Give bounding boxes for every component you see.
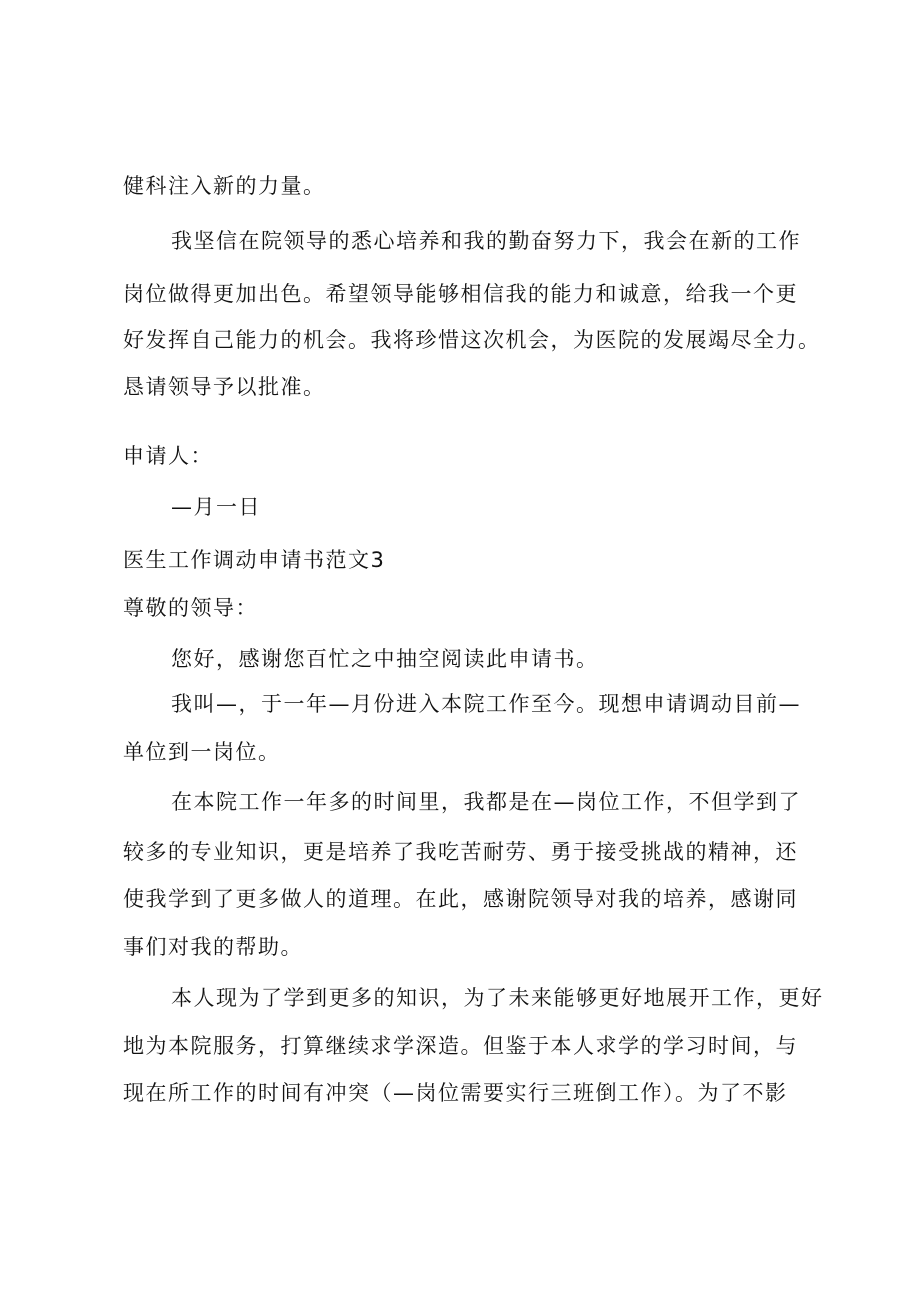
text-line: 我坚信在院领导的悉心培养和我的勤奋努力下，我会在新的工作 bbox=[171, 229, 801, 253]
text-line: 事们对我的帮助。 bbox=[123, 935, 303, 959]
text-line: 现在所工作的时间有冲突（—岗位需要实行三班倒工作）。为了不影 bbox=[123, 1081, 788, 1105]
text-line: 恳请领导予以批准。 bbox=[123, 375, 326, 399]
salutation: 尊敬的领导： bbox=[123, 596, 258, 620]
text-line: 我叫—，于一年—月份进入本院工作至今。现想申请调动目前— bbox=[171, 692, 801, 716]
text-line: 地为本院服务，打算继续求学深造。但鉴于本人求学的学习时间，与 bbox=[123, 1034, 798, 1058]
text-line: 岗位做得更加出色。希望领导能够相信我的能力和诚意，给我一个更 bbox=[123, 282, 798, 306]
date-line: —月一日 bbox=[171, 495, 261, 519]
text-line: 单位到一岗位。 bbox=[123, 740, 281, 764]
text-line: 好发挥自己能力的机会。我将珍惜这次机会，为医院的发展竭尽全力。 bbox=[123, 328, 821, 352]
text-line: 较多的专业知识，更是培养了我吃苦耐劳、勇于接受挑战的精神，还 bbox=[123, 840, 798, 864]
text-line: 使我学到了更多做人的道理。在此，感谢院领导对我的培养，感谢同 bbox=[123, 887, 798, 911]
signature-label: 申请人： bbox=[123, 444, 213, 468]
text-line: 在本院工作一年多的时间里，我都是在—岗位工作，不但学到了 bbox=[171, 790, 801, 814]
text-line: 健科注入新的力量。 bbox=[123, 174, 326, 198]
text-line: 本人现为了学到更多的知识，为了未来能够更好地展开工作，更好 bbox=[171, 986, 824, 1010]
text-line: 您好，感谢您百忙之中抽空阅读此申请书。 bbox=[171, 647, 599, 671]
section-title: 医生工作调动申请书范文3 bbox=[123, 548, 386, 572]
